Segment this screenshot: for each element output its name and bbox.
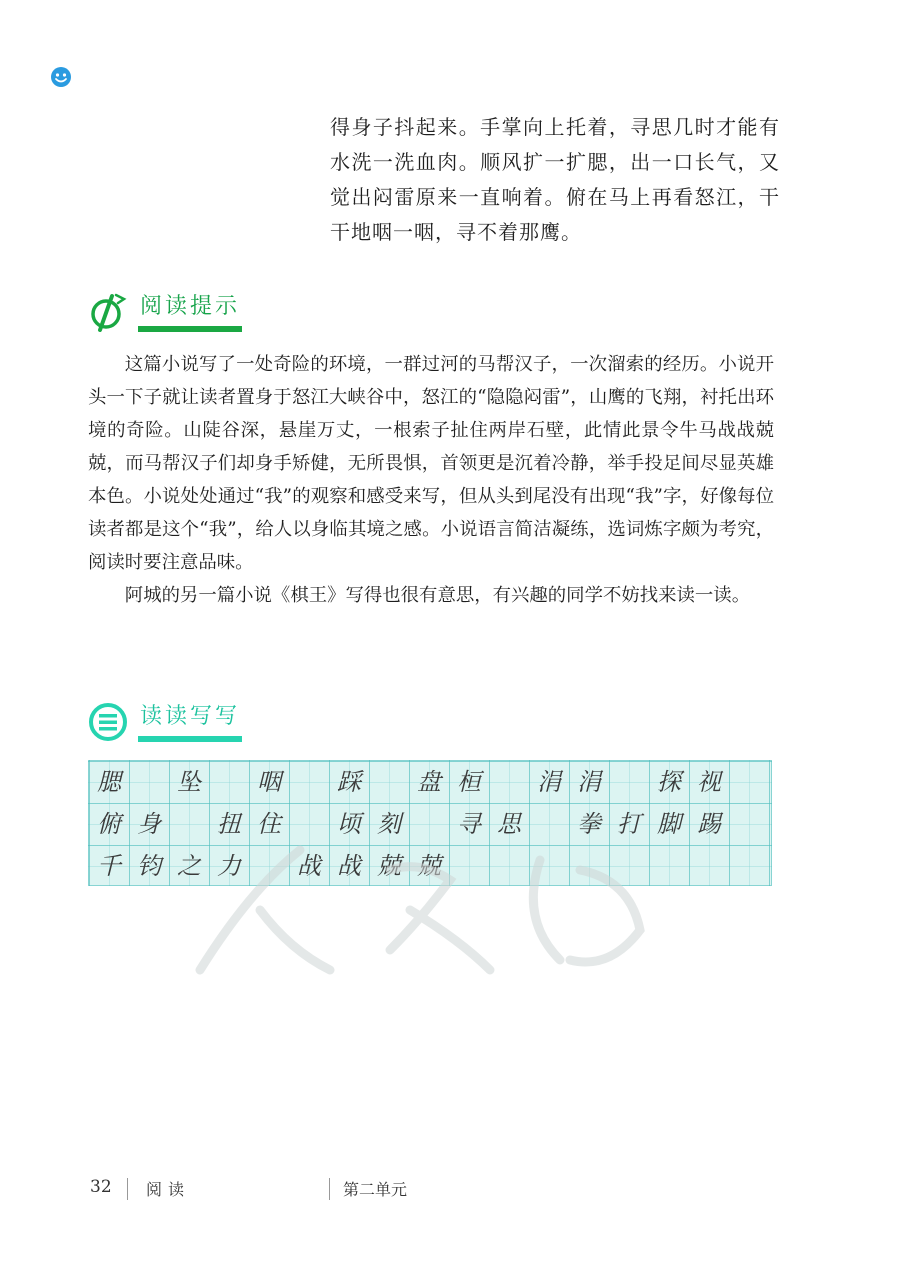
grid-character: 打 [617,810,641,838]
grid-character: 坠 [177,768,201,796]
smiley-face-icon [50,66,72,88]
circled-three-lines-icon [88,702,128,742]
phi-reading-tip-icon [88,292,128,332]
grid-character: 视 [697,768,721,796]
handwriting-grid [88,760,772,886]
grid-character: 扭 [217,810,241,838]
tips-paragraph: 这篇小说写了一处奇险的环境，一群过河的马帮汉子，一次溜索的经历。小说开头一下子就让读者置身于怒江大峡谷中，怒江的“隐隐闷雷”，山鹰的飞翔，衬托出环境的奇险。山陡谷深，悬崖万丈，一根索子扯住两岸石壁，此情此景令牛马战战兢兢，而马帮汉子们却身手矫健，无所畏惧，首领更是沉着冷静，举手投足间尽显英雄本色。小说处处通过“我”的观察和感受来写，但从头到尾没有出现“我”字，好像每位读者都是这个“我”，给人以身临其境之感。小说语言简洁凝练，选词炼字颇为考究，阅读时要注意品味。 [88,354,774,573]
grid-character: 思 [497,810,521,838]
footer-section: 阅读 [146,1180,191,1199]
grid-character: 身 [137,810,161,838]
read-write-header [88,702,258,750]
grid-character: 拳 [577,810,601,838]
story-paragraph: 得身子抖起来。手掌向上托着，寻思几时才能有水洗一洗血肉。顺风扩一扩腮，出一口长气，又觉出闷雷原来一直响着。俯在马上再看怒江，干干地咽一咽，寻不着那鹰。 [330,115,780,244]
grid-character: 住 [257,810,281,838]
grid-character: 踢 [697,810,721,838]
grid-character: 涓 [537,768,561,796]
grid-character: 力 [217,852,241,880]
grid-character: 钧 [137,852,161,880]
page-number: 32 [90,1177,112,1197]
grid-character: 踩 [337,768,361,796]
reading-tips-header [88,292,258,340]
grid-character: 顷 [337,810,361,838]
footer-unit: 第二单元 [343,1180,408,1199]
grid-character: 兢 [377,852,401,880]
grid-character: 战 [297,852,321,880]
title-underline [138,326,242,332]
grid-character: 刻 [377,810,401,838]
footer-divider [329,1178,330,1200]
title-underline [138,736,242,742]
story-text [330,110,780,250]
grid-character: 战 [337,852,361,880]
grid-character: 俯 [97,810,121,838]
grid-character: 探 [657,768,681,796]
grid-character: 桓 [457,768,481,796]
grid-character: 脚 [657,810,681,838]
grid-character: 咽 [257,768,281,796]
grid-character: 千 [97,852,121,880]
section-title: 读读写写 [140,704,241,729]
reading-tips-body [88,348,774,612]
grid-character: 寻 [457,810,481,838]
grid-character: 兢 [417,852,441,880]
grid-character: 腮 [97,768,121,796]
tips-paragraph: 阿城的另一篇小说《棋王》写得也很有意思，有兴趣的同学不妨找来读一读。 [124,585,751,606]
section-title: 阅读提示 [140,294,241,319]
grid-character: 之 [177,852,201,880]
footer-divider [127,1178,128,1200]
grid-character: 涓 [577,768,601,796]
grid-character: 盘 [417,768,441,796]
